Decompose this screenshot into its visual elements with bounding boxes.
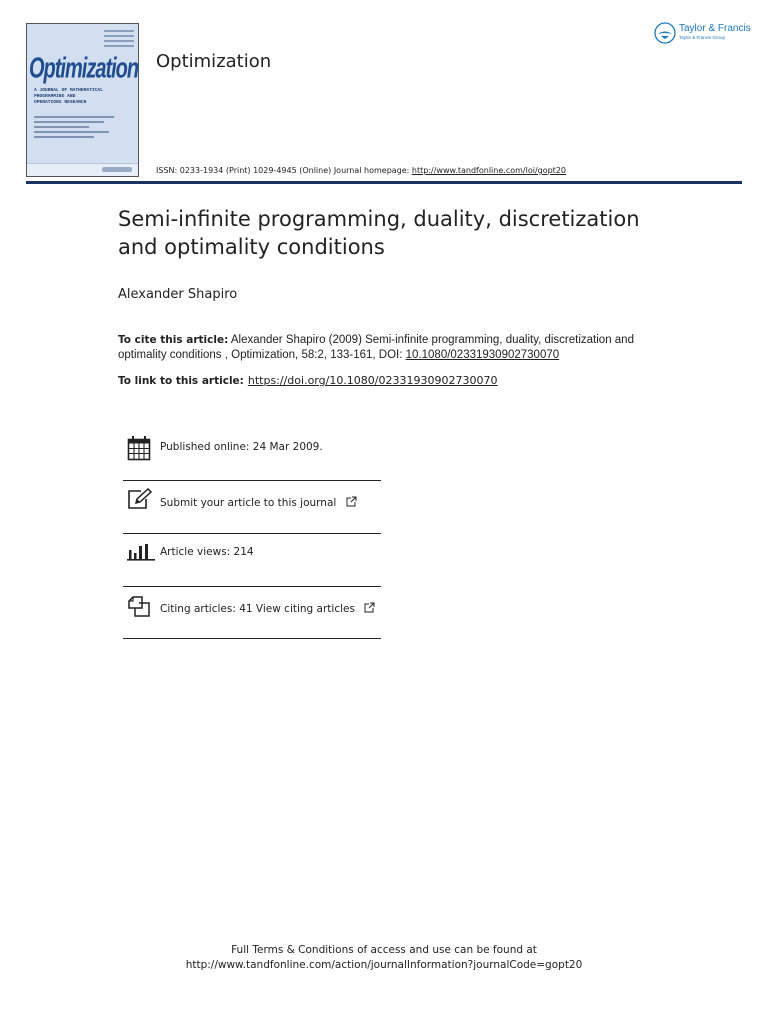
external-link-icon [346,496,357,507]
journal-cover-image [26,23,139,177]
header-divider [26,181,742,184]
submit-article-label: Submit your article to this journal [160,497,337,509]
cite-doi-link[interactable]: 10.1080/02331930902730070 [405,349,560,361]
info-divider [123,638,381,639]
journal-title: Optimization [156,51,272,72]
article-doi-link[interactable]: https://doi.org/10.1080/02331930902730070 [247,374,498,387]
terms-url[interactable]: http://www.tandfonline.com/action/journalInformation?journalCode=gopt20 [185,959,583,971]
info-divider [123,586,381,587]
cover-journal-name: Optimization [29,53,139,85]
publisher-group: Taylor & Francis Group [679,35,726,40]
cover-publisher-strip [27,163,138,176]
cover-subtitle: A JOURNAL OF MATHEMATICAL PROGRAMMING AND OPERATIONS RESEARCH [34,88,103,105]
article-views: Article views: 214 [160,546,254,558]
bar-chart-icon [127,541,155,561]
citing-articles-icon [127,594,153,618]
submit-article-link[interactable] [160,496,357,509]
issn-text: ISSN: 0233-1934 (Print) 1029-4945 (Online) Journal homepage: [156,166,412,175]
terms-footer [0,943,768,973]
article-link-block [118,373,498,387]
info-divider [123,480,381,481]
issn-line [156,166,566,175]
publisher-logo [654,22,751,48]
terms-text: Full Terms & Conditions of access and use can be found at [231,944,537,956]
edit-icon [127,488,153,510]
taylor-francis-icon [654,22,676,44]
cover-text-lines [34,116,114,141]
external-link-icon [364,602,375,613]
citation-block [118,333,678,363]
calendar-icon [127,435,151,461]
info-divider [123,533,381,534]
published-date: Published online: 24 Mar 2009. [160,441,323,453]
article-author: Alexander Shapiro [118,287,238,302]
citing-articles-link[interactable] [160,602,375,615]
cite-label: To cite this article: [118,334,229,346]
publisher-name: Taylor & Francis [679,23,751,34]
cite-text: Alexander Shapiro (2009) Semi-infinite programming, duality, discretization and optimality conditions , Optimization, 58:2, 133-161, DOI: [118,334,634,361]
article-title: Semi-infinite programming, duality, discretization and optimality conditions [118,207,640,259]
journal-homepage-link[interactable]: http://www.tandfonline.com/loi/gopt20 [411,166,566,175]
citing-articles-label: Citing articles: 41 View citing articles [160,603,355,615]
link-label: To link to this article: [118,375,244,387]
cover-top-lines [104,30,134,50]
